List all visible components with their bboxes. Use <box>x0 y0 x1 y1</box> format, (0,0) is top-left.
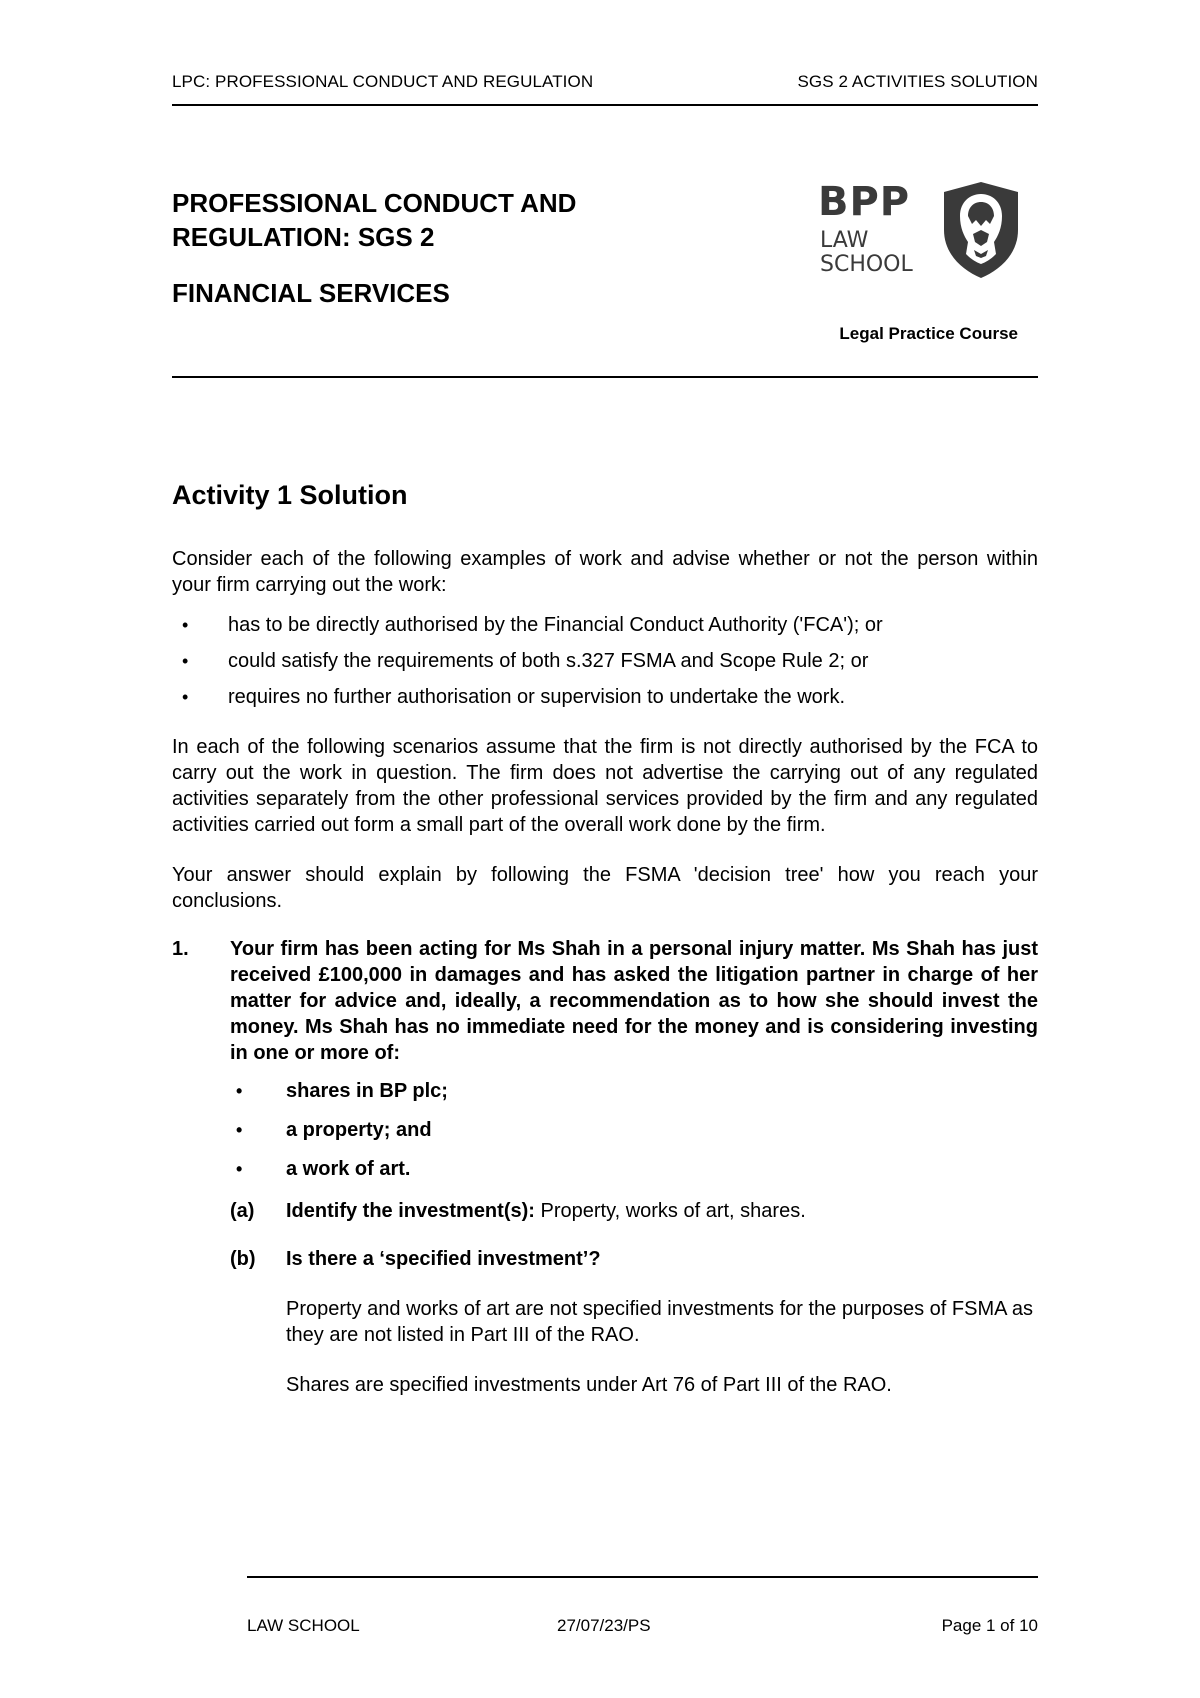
document-title <box>172 186 732 310</box>
option-item: • could satisfy the requirements of both s.327 FSMA and Scope Rule 2; or <box>172 648 1038 674</box>
option-item: • requires no further authorisation or supervision to undertake the work. <box>172 684 1038 710</box>
activity-content <box>172 478 1038 1398</box>
question-number: 1. <box>172 938 189 960</box>
sub-question-a <box>230 1198 1038 1224</box>
running-header <box>172 72 1038 92</box>
footer-reference: 27/07/23/PS <box>557 1616 651 1635</box>
bpp-law-school-logo <box>818 180 1038 280</box>
title-rule <box>172 376 1038 378</box>
header-course-title: LPC: PROFESSIONAL CONDUCT AND REGULATION <box>172 72 594 91</box>
title-line-1: PROFESSIONAL CONDUCT AND <box>172 188 577 218</box>
sub-question-label: Is there a ‘specified investment’? <box>286 1248 601 1270</box>
investment-item: • shares in BP plc; <box>230 1078 1038 1104</box>
option-item: • has to be directly authorised by the Financial Conduct Authority ('FCA'); or <box>172 612 1038 638</box>
question-text: Your firm has been acting for Ms Shah in a personal injury matter. Ms Shah has just received £100,000 in damages and has asked the litigation partner in charge of her matter for advice and, ideally, a recommendation as to how she should invest the money. Ms Shah has no immediate need for the money and is considering investing in one or more of: <box>230 938 1038 1064</box>
sub-question-letter: (b) <box>230 1248 256 1270</box>
logo-bpp-text: BPP <box>818 179 911 225</box>
sub-question-answer: Property, works of art, shares. <box>540 1200 806 1222</box>
course-label: Legal Practice Course <box>839 324 1018 343</box>
title-line-2: REGULATION: SGS 2 <box>172 222 435 252</box>
header-document-title: SGS 2 ACTIVITIES SOLUTION <box>797 72 1038 91</box>
sub-question-b <box>230 1246 1038 1272</box>
logo-law-text: LAW <box>820 228 869 253</box>
activity-heading: Activity 1 Solution <box>172 480 408 510</box>
lion-shield-icon <box>940 180 1022 280</box>
answer-paragraph: Shares are specified investments under Art 76 of Part III of the RAO. <box>286 1374 892 1396</box>
instruction-paragraph: Your answer should explain by following the FSMA 'decision tree' how you reach your conclusions. <box>172 864 1038 912</box>
assumption-paragraph: In each of the following scenarios assume that the firm is not directly authorised by the FCA to carry out the work in question. The firm does not advertise the carrying out of any regulated activities separately from the other professional services provided by the firm and any regulated activities carried out form a small part of the overall work done by the firm. <box>172 736 1038 836</box>
answer-paragraph: Property and works of art are not specified investments for the purposes of FSMA as they are not listed in Part III of the RAO. <box>286 1298 1034 1346</box>
sub-question-letter: (a) <box>230 1200 255 1222</box>
investment-item: • a work of art. <box>230 1156 1038 1182</box>
question-1 <box>172 936 1038 1398</box>
footer-school: LAW SCHOOL <box>247 1616 360 1635</box>
header-rule <box>172 104 1038 106</box>
activity-intro: Consider each of the following examples of work and advise whether or not the person within your firm carrying out the work: <box>172 548 1038 596</box>
footer-rule <box>247 1576 1038 1578</box>
investment-options <box>230 1078 1038 1182</box>
sub-question-label: Identify the investment(s): <box>286 1200 535 1222</box>
investment-item: • a property; and <box>230 1117 1038 1143</box>
document-subtitle: FINANCIAL SERVICES <box>172 278 450 308</box>
authorisation-options <box>172 612 1038 710</box>
logo-school-text: SCHOOL <box>820 252 913 277</box>
page-number: Page 1 of 10 <box>941 1616 1038 1635</box>
